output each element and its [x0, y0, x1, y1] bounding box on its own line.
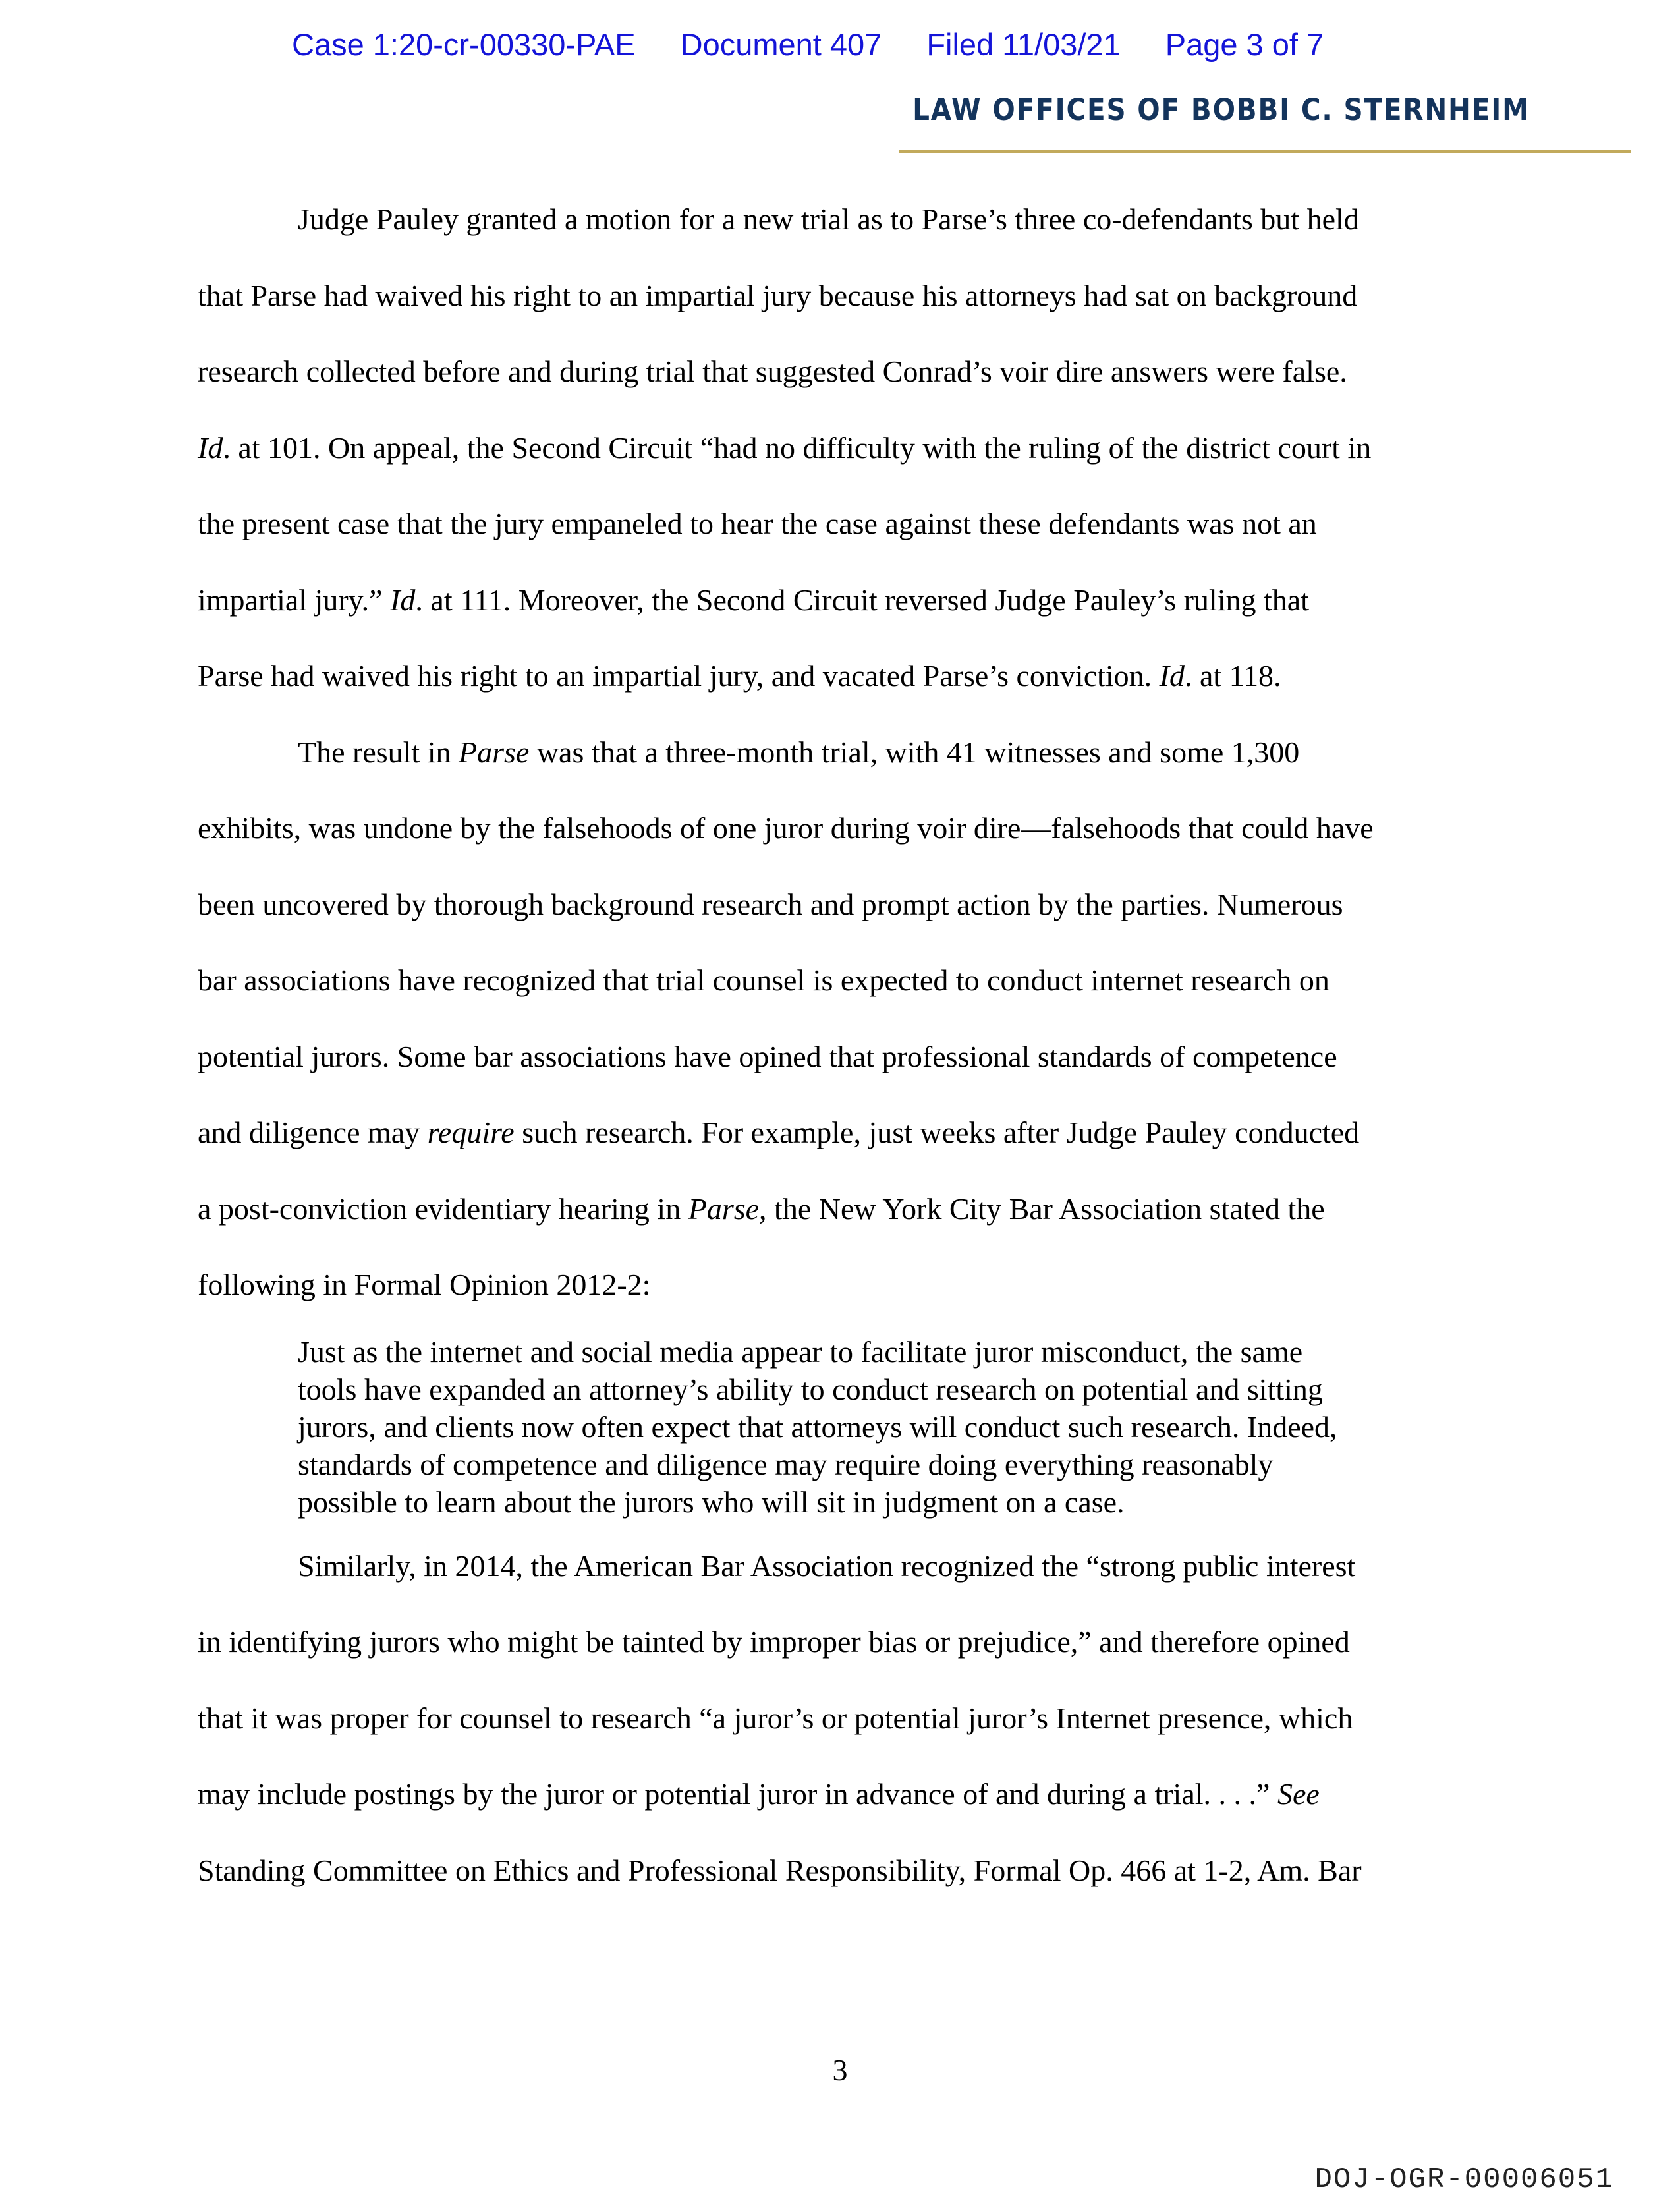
italic-citation: Id	[198, 430, 223, 465]
quote-line: possible to learn about the jurors who will sit in judgment on a case.	[298, 1485, 1125, 1519]
text-line	[198, 579, 1489, 655]
text-line: potential jurors. Some bar associations have opined that professional standards of competence	[198, 1039, 1337, 1073]
text-segment: was that a three-month trial, with 41 witnesses and some 1,300	[529, 735, 1300, 769]
text-line: Standing Committee on Ethics and Professional Responsibility, Formal Op. 466 at 1-2, Am. Bar	[198, 1853, 1362, 1887]
text-segment: may include postings by the juror or potential juror in advance of and during a trial. . . .”	[198, 1777, 1277, 1811]
page-of: Page 3 of 7	[1165, 27, 1324, 62]
text-line: Similarly, in 2014, the American Bar Association recognized the “strong public interest	[298, 1548, 1356, 1583]
document-body	[198, 198, 1489, 1925]
text-line	[198, 654, 1489, 731]
text-segment: . at 101. On appeal, the Second Circuit “had no difficulty with the ruling of the district court in	[223, 430, 1372, 465]
ecf-header-stamp	[292, 26, 1324, 63]
quote-line: standards of competence and diligence may require doing everything reasonably	[298, 1447, 1274, 1481]
text-segment: , the New York City Bar Association stated the	[759, 1191, 1325, 1226]
bates-number: DOJ-OGR-00006051	[1314, 2163, 1614, 2196]
text-line: exhibits, was undone by the falsehoods of one juror during voir dire—falsehoods that could have	[198, 811, 1374, 845]
text-line: research collected before and during trial that suggested Conrad’s voir dire answers were false.	[198, 354, 1347, 388]
italic-citation: Parse	[688, 1191, 760, 1226]
italic-citation: Id	[1159, 659, 1185, 693]
italic-citation: Parse	[459, 735, 530, 769]
block-quote	[298, 1333, 1378, 1521]
text-line	[198, 1187, 1489, 1264]
text-line: that it was proper for counsel to research “a juror’s or potential juror’s Internet presence, which	[198, 1701, 1353, 1735]
paragraph-1	[198, 198, 1489, 731]
case-number: Case 1:20-cr-00330-PAE	[292, 27, 636, 62]
quote-line: Just as the internet and social media appear to facilitate juror misconduct, the same	[298, 1334, 1303, 1369]
letterhead-firm-name: LAW OFFICES OF BOBBI C. STERNHEIM	[912, 92, 1530, 127]
text-line	[198, 1772, 1489, 1849]
letterhead-rule	[899, 150, 1631, 153]
text-segment: and diligence may	[198, 1116, 428, 1149]
text-segment: . at 111. Moreover, the Second Circuit reversed Judge Pauley’s ruling that	[415, 582, 1309, 617]
italic-citation: require	[427, 1116, 515, 1149]
text-segment: impartial jury.”	[198, 582, 391, 617]
paragraph-2	[198, 731, 1489, 1340]
document-number: Document 407	[680, 27, 882, 62]
text-line: following in Formal Opinion 2012-2:	[198, 1268, 651, 1301]
italic-citation: See	[1277, 1777, 1320, 1811]
text-segment: The result in	[298, 735, 459, 769]
italic-citation: Id	[390, 582, 416, 617]
text-line: been uncovered by thorough background research and prompt action by the parties. Numerous	[198, 887, 1343, 921]
text-line: bar associations have recognized that trial counsel is expected to conduct internet research on	[198, 963, 1330, 997]
text-segment: such research. For example, just weeks after Judge Pauley conducted	[514, 1116, 1360, 1149]
text-segment: Parse had waived his right to an impartial jury, and vacated Parse’s conviction.	[198, 659, 1160, 693]
page-number: 3	[832, 2053, 848, 2087]
quote-line: jurors, and clients now often expect that attorneys will conduct such research. Indeed,	[298, 1409, 1337, 1444]
quote-line: tools have expanded an attorney’s ability to conduct research on potential and sitting	[298, 1372, 1323, 1406]
text-line	[198, 426, 1489, 503]
text-segment: . at 118.	[1185, 659, 1281, 693]
paragraph-3	[198, 1545, 1489, 1925]
text-segment: a post-conviction evidentiary hearing in	[198, 1191, 688, 1226]
text-line	[198, 1111, 1489, 1187]
text-line: Judge Pauley granted a motion for a new trial as to Parse’s three co-defendants but held	[298, 202, 1359, 236]
text-line	[198, 731, 1489, 807]
text-line: that Parse had waived his right to an impartial jury because his attorneys had sat on background	[198, 278, 1358, 312]
text-line: the present case that the jury empaneled to hear the case against these defendants was not an	[198, 507, 1317, 540]
text-line: in identifying jurors who might be tainted by improper bias or prejudice,” and therefore opined	[198, 1625, 1350, 1659]
filed-date: Filed 11/03/21	[926, 27, 1121, 62]
